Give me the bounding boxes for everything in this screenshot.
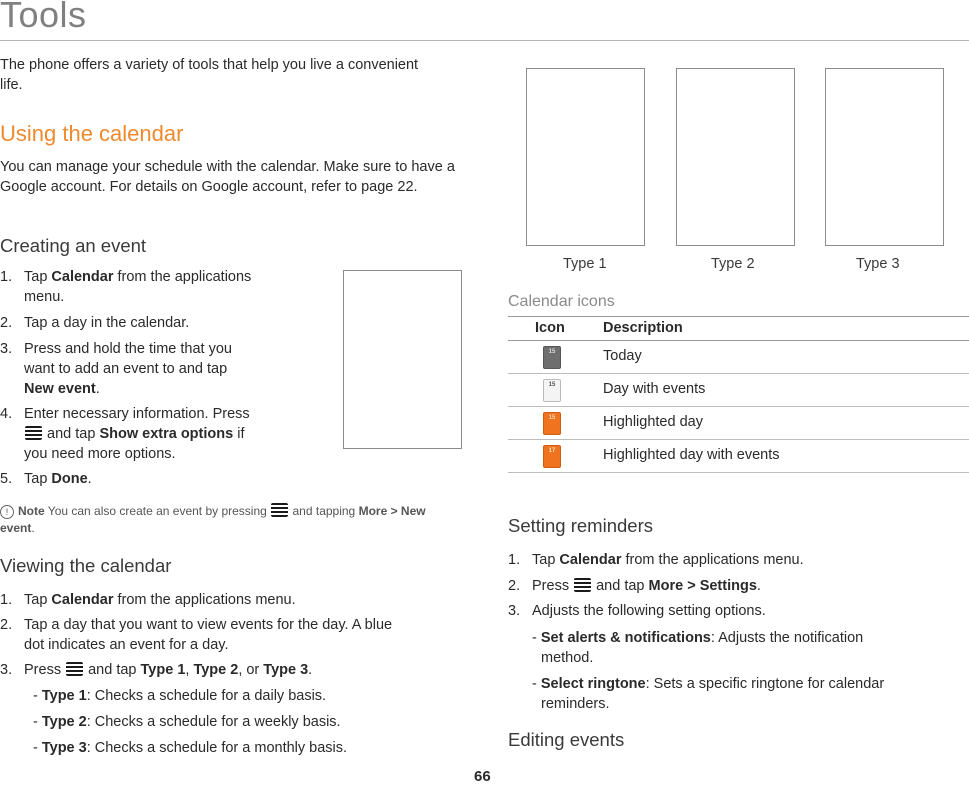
step-number: 3. xyxy=(508,603,521,619)
subitem-bold: Set alerts & notifications xyxy=(540,630,711,646)
step-text: Tap xyxy=(532,552,560,568)
type2-screenshot-placeholder xyxy=(676,68,795,246)
step-number: 1. xyxy=(0,592,13,608)
step-text: . xyxy=(308,662,313,678)
title-divider xyxy=(0,40,969,41)
type1-screenshot-placeholder xyxy=(526,68,645,246)
table-row xyxy=(508,374,969,407)
type2-label: Type 2 xyxy=(711,256,755,272)
create-event-screenshot-placeholder xyxy=(343,270,462,449)
view-subitem-type1 xyxy=(33,686,463,706)
calendar-paragraph: You can manage your schedule with the calendar. Make sure to have a Google account. For details on Google account, refer to page 22. xyxy=(0,159,455,195)
step-text: , xyxy=(185,662,194,678)
step-bold: Type 1 xyxy=(140,662,186,678)
table-row xyxy=(508,440,969,473)
note-bold: More > New event xyxy=(0,504,426,535)
subitem-text: : Sets a specific ringtone for calendar xyxy=(645,676,885,692)
note-text: and tapping xyxy=(289,504,359,518)
step-text: Tap xyxy=(24,592,52,608)
page-number: 66 xyxy=(474,768,491,785)
today-calendar-icon: 15 xyxy=(543,346,561,369)
step-text: . xyxy=(756,578,761,594)
step-text: . xyxy=(87,471,92,487)
step-text: from the applications menu. xyxy=(113,592,296,608)
subitem-bold: Type 2 xyxy=(41,714,87,730)
menu-key-icon xyxy=(271,503,288,517)
step-text: dot indicates an event for a day. xyxy=(24,637,229,653)
subitem-dash: - xyxy=(532,630,541,646)
step-text: Tap xyxy=(24,269,52,285)
step-text: want to add an event to and tap xyxy=(24,361,228,377)
step-bold: Type 2 xyxy=(193,662,239,678)
step-text: from the applications xyxy=(113,269,252,285)
table-header-row xyxy=(508,316,969,341)
step-text: Tap a day that you want to view events for the day. A blue xyxy=(24,617,393,633)
subitem-dash: - xyxy=(33,714,42,730)
type3-screenshot-placeholder xyxy=(825,68,944,246)
step-number: 2. xyxy=(0,315,13,331)
col-header-description: Description xyxy=(603,320,683,336)
step-text: Tap xyxy=(24,471,52,487)
row-description: Day with events xyxy=(603,381,706,397)
table-row xyxy=(508,407,969,440)
step-number: 2. xyxy=(0,617,13,633)
reminder-subitem-alerts xyxy=(532,628,962,668)
subitem-text: : Adjusts the notification xyxy=(710,630,864,646)
row-description: Today xyxy=(603,348,642,364)
reminder-subitem-ringtone xyxy=(532,674,962,714)
highlighted-events-icon: 17 xyxy=(543,445,561,468)
intro-paragraph: The phone offers a variety of tools that help you live a convenient life. xyxy=(0,57,419,93)
step-bold: Calendar xyxy=(51,269,114,285)
step-text: menu. xyxy=(24,289,65,305)
step-text: from the applications menu. xyxy=(621,552,804,568)
subitem-dash: - xyxy=(33,740,42,756)
subitem-text: reminders. xyxy=(541,696,610,712)
note-text: . xyxy=(31,521,35,535)
subitem-bold: Type 1 xyxy=(41,688,87,704)
step-bold: Calendar xyxy=(559,552,622,568)
heading-viewing-calendar: Viewing the calendar xyxy=(0,555,172,576)
step-bold: Calendar xyxy=(51,592,114,608)
step-text: and tap xyxy=(592,578,649,594)
step-bold: New event xyxy=(24,381,96,397)
step-bold: More > Settings xyxy=(648,578,757,594)
step-number: 1. xyxy=(508,552,521,568)
note xyxy=(0,503,460,537)
step-text: Press xyxy=(24,662,66,678)
step-number: 1. xyxy=(0,269,13,285)
view-subitem-type3 xyxy=(33,738,463,758)
section-heading-calendar: Using the calendar xyxy=(0,121,184,146)
subitem-bold: Select ringtone xyxy=(540,676,646,692)
step-number: 4. xyxy=(0,406,13,422)
step-text: and tap xyxy=(84,662,141,678)
step-text: . xyxy=(95,381,100,397)
step-bold: Done xyxy=(51,471,88,487)
step-text: Adjusts the following setting options. xyxy=(532,603,766,619)
subitem-text: method. xyxy=(541,650,594,666)
events-calendar-icon: 15 xyxy=(543,379,561,402)
note-text: You can also create an event by pressing xyxy=(44,504,271,518)
step-text: Press xyxy=(532,578,574,594)
highlighted-day-icon: 15 xyxy=(543,412,561,435)
step-text: Enter necessary information. Press xyxy=(24,406,250,422)
step-number: 5. xyxy=(0,471,13,487)
step-text: if xyxy=(233,426,245,442)
step-text: you need more options. xyxy=(24,446,176,462)
subitem-text: : Checks a schedule for a monthly basis. xyxy=(86,740,348,756)
step-number: 3. xyxy=(0,341,13,357)
menu-key-icon xyxy=(66,662,83,676)
subitem-dash: - xyxy=(532,676,541,692)
col-header-icon: Icon xyxy=(535,320,565,336)
info-icon: ! xyxy=(0,505,14,519)
menu-key-icon xyxy=(574,578,591,592)
row-description: Highlighted day xyxy=(603,414,703,430)
heading-creating-event: Creating an event xyxy=(0,235,147,256)
subitem-dash: - xyxy=(33,688,42,704)
row-description: Highlighted day with events xyxy=(603,447,780,463)
step-bold: Show extra options xyxy=(99,426,234,442)
step-number: 3. xyxy=(0,662,13,678)
heading-calendar-icons: Calendar icons xyxy=(508,293,615,310)
step-text: Press and hold the time that you xyxy=(24,341,232,357)
heading-editing-events: Editing events xyxy=(508,729,625,750)
table-row xyxy=(508,341,969,374)
type1-label: Type 1 xyxy=(563,256,607,272)
step-bold: Type 3 xyxy=(263,662,309,678)
step-text: and tap xyxy=(43,426,100,442)
step-text: , or xyxy=(238,662,264,678)
type3-label: Type 3 xyxy=(856,256,900,272)
subitem-text: : Checks a schedule for a daily basis. xyxy=(86,688,327,704)
view-subitem-type2 xyxy=(33,712,463,732)
subitem-text: : Checks a schedule for a weekly basis. xyxy=(86,714,341,730)
calendar-icons-table xyxy=(508,316,969,473)
step-text: Tap a day in the calendar. xyxy=(24,315,190,331)
step-number: 2. xyxy=(508,578,521,594)
heading-setting-reminders: Setting reminders xyxy=(508,515,653,536)
subitem-bold: Type 3 xyxy=(41,740,87,756)
page-title: Tools xyxy=(0,0,87,35)
menu-key-icon xyxy=(25,426,42,440)
note-label: Note xyxy=(18,504,45,518)
